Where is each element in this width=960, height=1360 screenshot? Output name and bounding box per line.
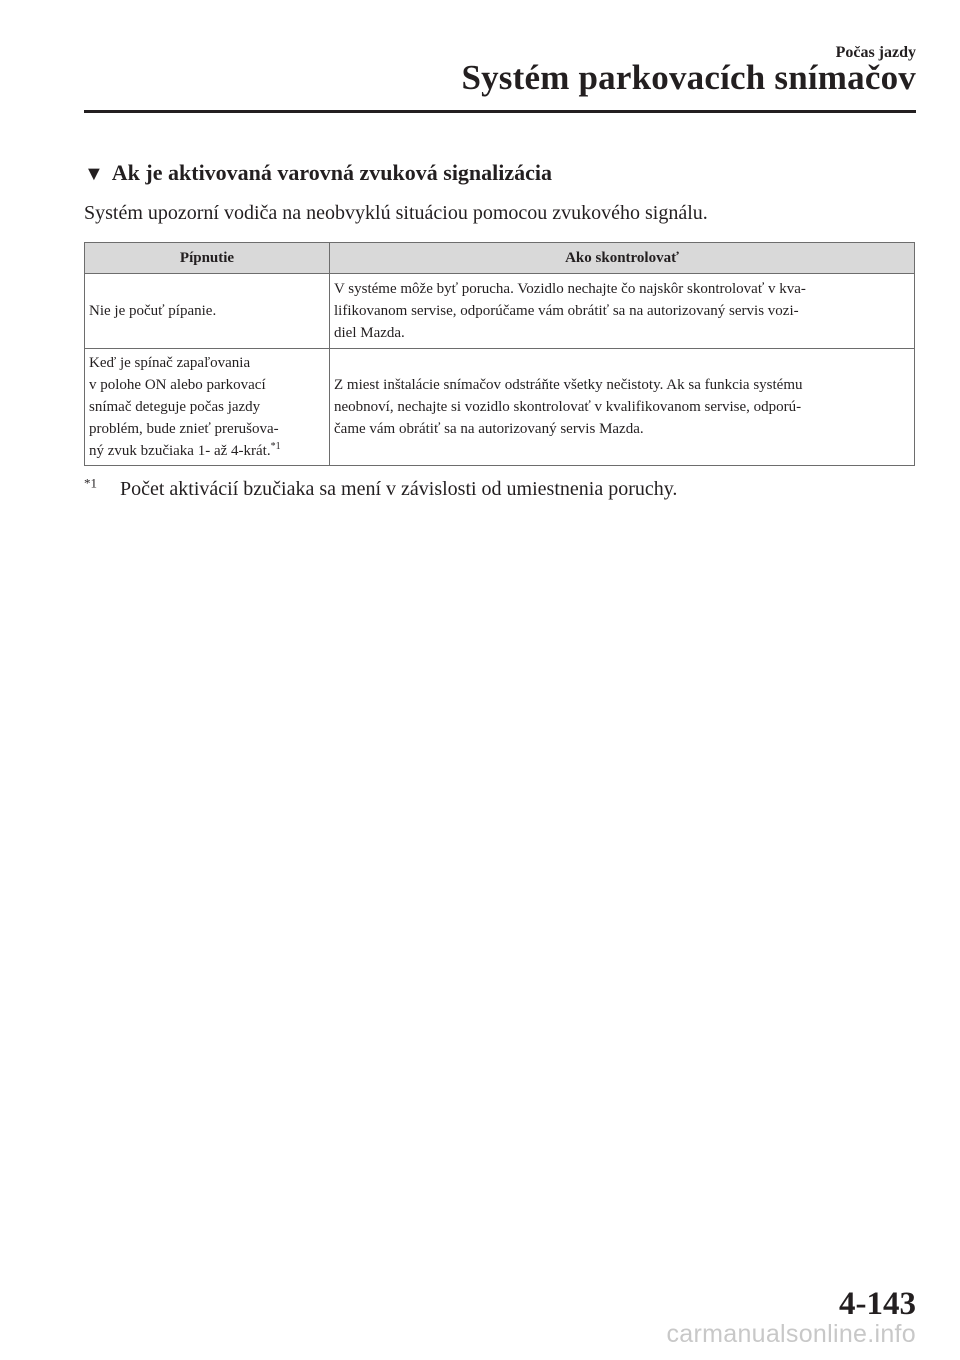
section-heading-text: Ak je aktivovaná varovná zvuková signalizácia: [111, 160, 553, 185]
footnote-text: Počet aktivácií bzučiaka sa mení v závislosti od umiestnenia poruchy.: [120, 478, 678, 500]
running-header-section: Počas jazdy: [835, 44, 916, 61]
beep-text-line: ný zvuk bzučiaka 1- až 4-krát.: [89, 443, 271, 459]
beep-text-line: problém, bude znieť prerušova-: [89, 421, 279, 437]
beep-text-line: snímač deteguje počas jazdy: [89, 399, 261, 415]
column-header-check: Ako skontrolovať: [330, 243, 915, 274]
check-text-line: diel Mazda.: [334, 325, 405, 341]
table-row: [85, 349, 915, 466]
check-text-line: Z miest inštalácie snímačov odstráňte všetky nečistoty. Ak sa funkcia systému: [334, 377, 803, 393]
watermark: carmanualsonline.info: [666, 1320, 916, 1348]
table-row: [85, 274, 915, 349]
check-cell: [330, 274, 915, 349]
footnote-reference: *1: [270, 441, 281, 452]
beep-text: Nie je počuť pípanie.: [89, 303, 217, 319]
table-header-row: [85, 243, 915, 274]
beep-cell: [85, 349, 330, 466]
intro-paragraph: Systém upozorní vodiča na neobvyklú situáciou pomocou zvukového signálu.: [84, 202, 708, 224]
footnote-mark: *1: [84, 475, 97, 491]
beep-cell: [85, 274, 330, 349]
page-title: Systém parkovacích snímačov: [461, 58, 916, 97]
column-header-beep: Pípnutie: [85, 243, 330, 274]
page-number: 4-143: [839, 1286, 916, 1322]
check-text-line: čame vám obrátiť sa na autorizovaný servis Mazda.: [334, 421, 644, 437]
footnote: [84, 475, 678, 501]
check-text-line: lifikovanom servise, odporúčame vám obrátiť sa na autorizovaný servis vozi-: [334, 303, 799, 319]
header-divider: [84, 110, 916, 113]
beep-text-line: Keď je spínač zapaľovania: [89, 355, 251, 371]
check-cell: [330, 349, 915, 466]
triangle-down-icon: ▼: [84, 163, 104, 185]
beep-text-line: v polohe ON alebo parkovací: [89, 377, 266, 393]
info-table: [84, 242, 915, 466]
check-text-line: neobnoví, nechajte si vozidlo skontrolovať v kvalifikovanom servise, odporú-: [334, 399, 802, 415]
check-text-line: V systéme môže byť porucha. Vozidlo nechajte čo najskôr skontrolovať v kva-: [334, 281, 806, 297]
section-heading: [84, 160, 552, 186]
